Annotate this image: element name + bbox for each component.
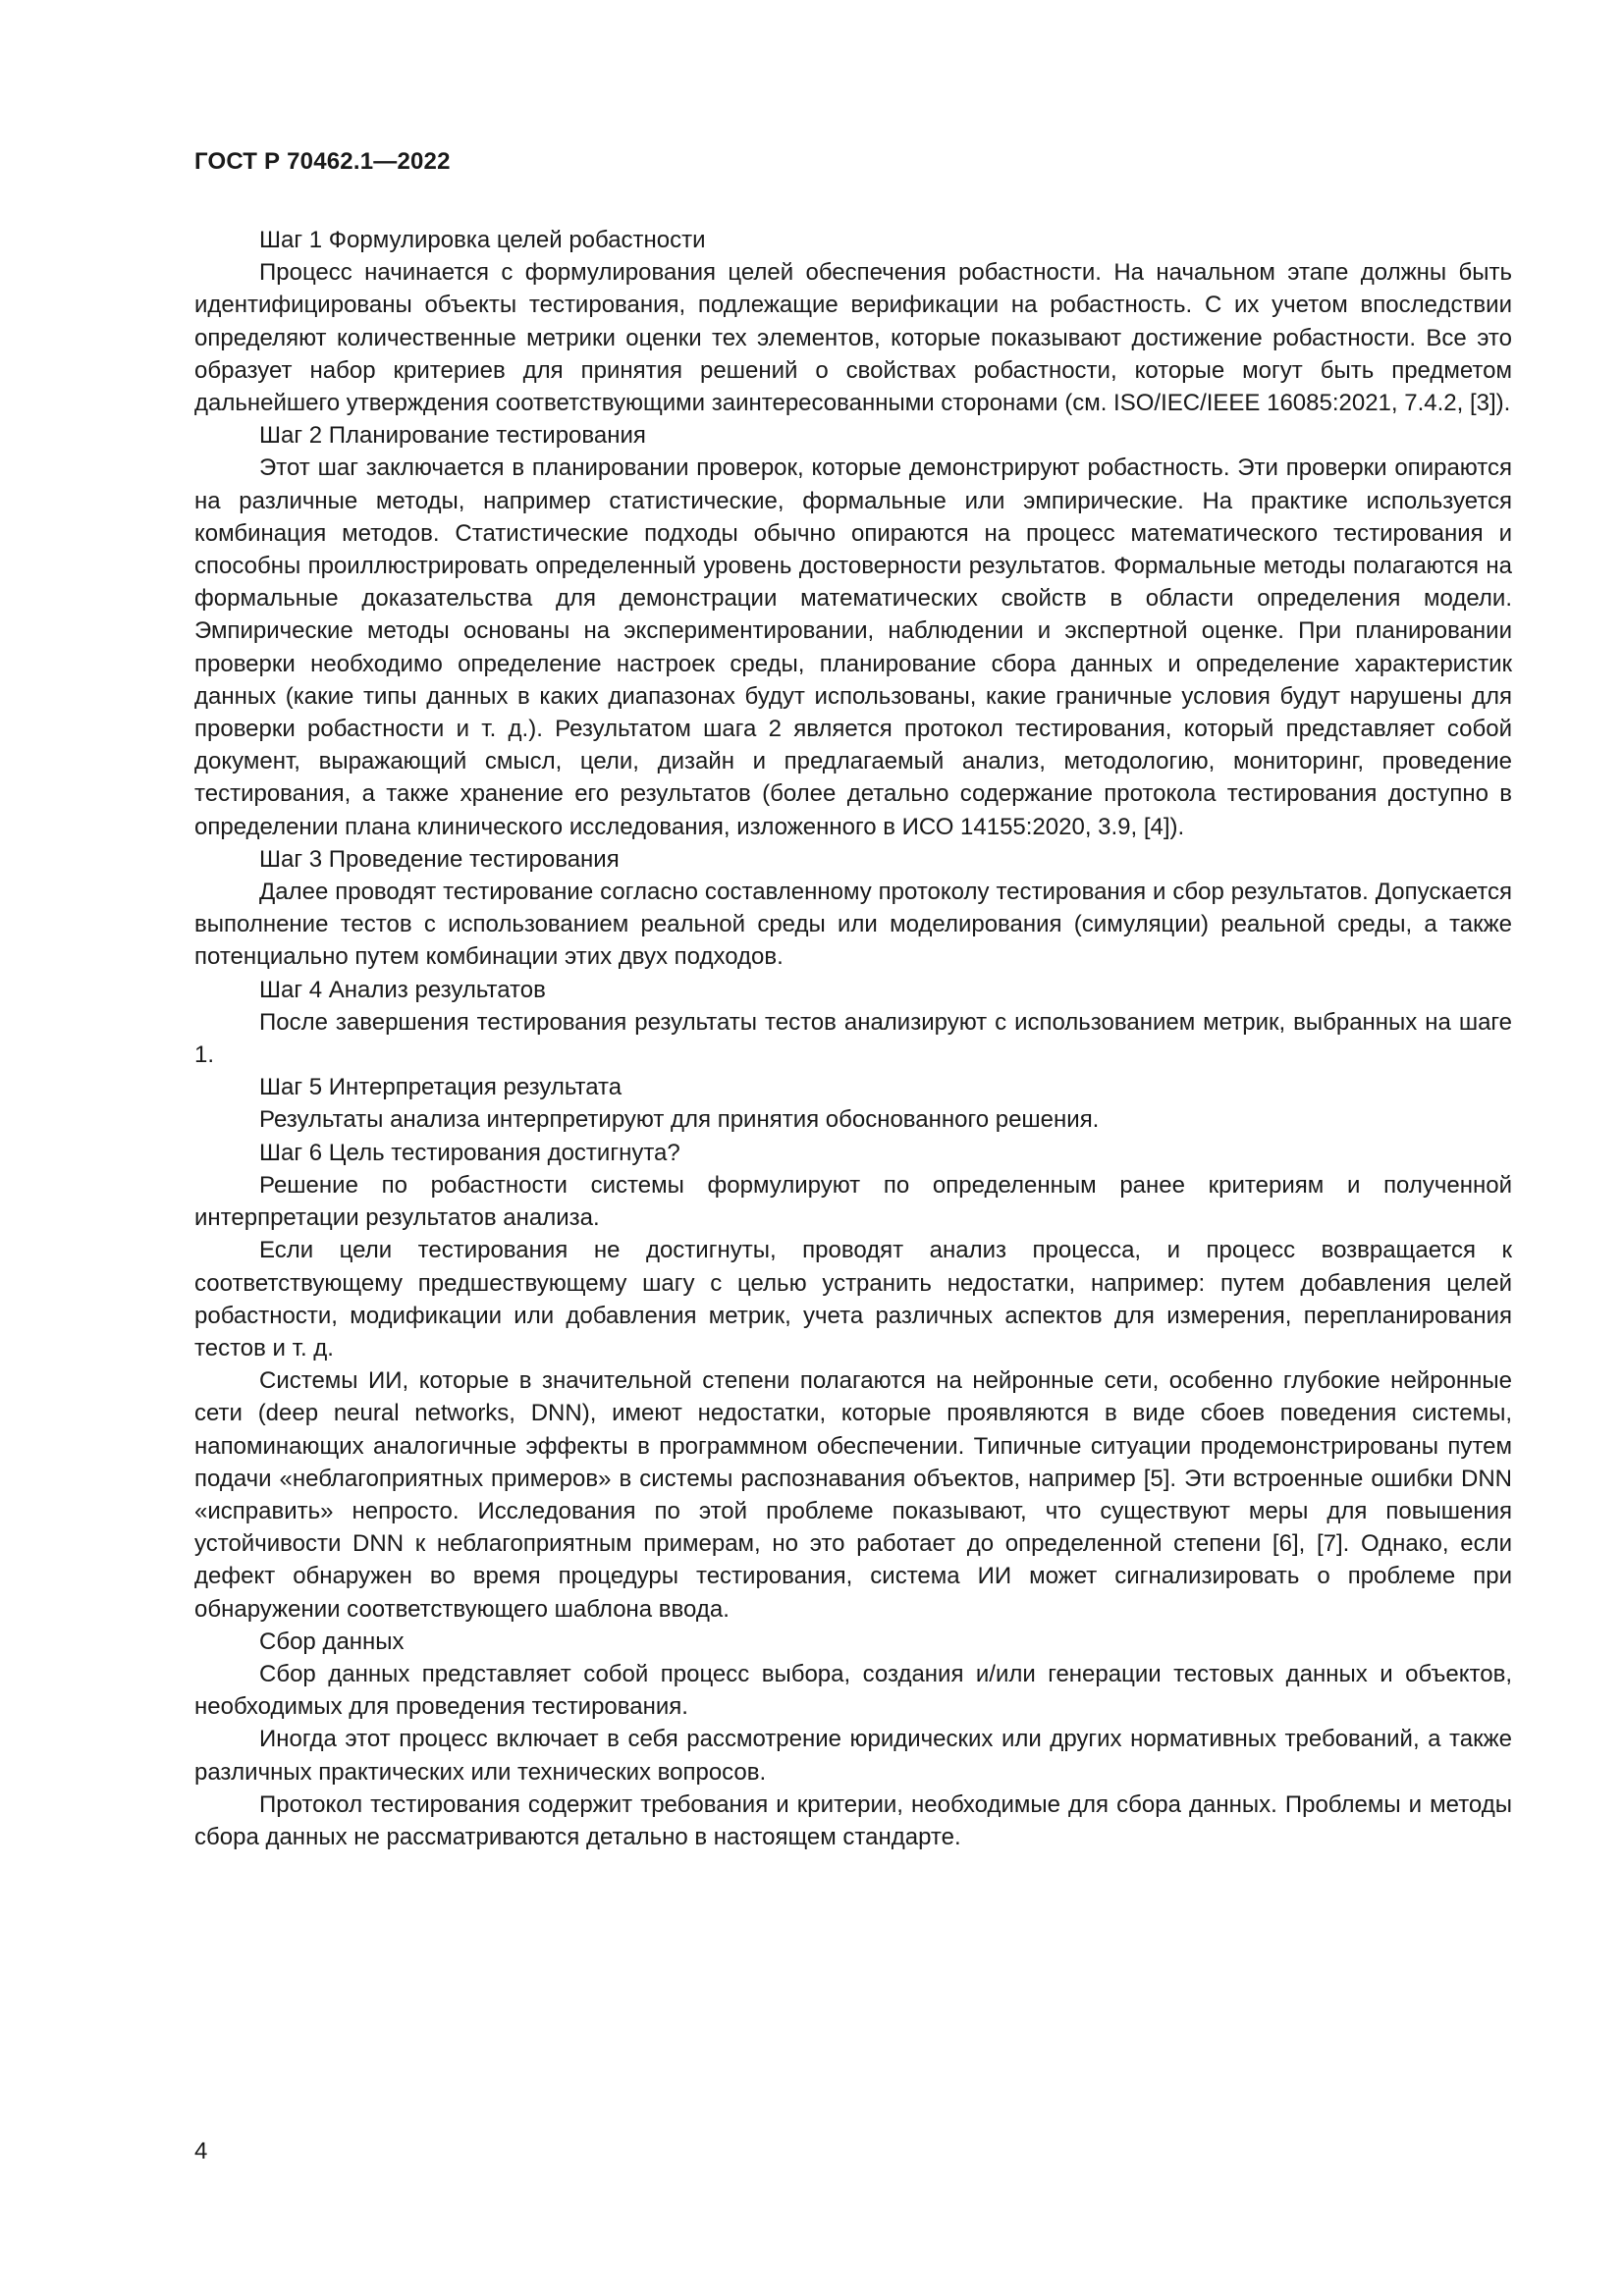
paragraph: Иногда этот процесс включает в себя рассмотрение юридических или других нормативных требований, а также различных практических или технических вопросов. <box>194 1726 1512 1786</box>
paragraph: Протокол тестирования содержит требования и критерии, необходимые для сбора данных. Проблемы и методы сбора данных не рассматриваются детально в настоящем стандарте. <box>194 1790 1512 1850</box>
paragraph: Решение по робастности системы формулируют по определенным ранее критериям и полученной интерпретации результатов анализа. <box>194 1171 1512 1232</box>
paragraph: Системы ИИ, которые в значительной степени полагаются на нейронные сети, особенно глубокие нейронные сети (deep neural networks, DNN), имеют недостатки, которые проявляются в виде сбоев поведения системы, напоминающих аналогичные эффекты в программном обеспечении. Типичные ситуации продемонстрированы путем подачи «неблагоприятных примеров» в системы распознавания объектов, например [5]. Эти встроенные ошибки DNN «исправить» непросто. Исследования по этой проблеме показывают, что существуют меры для повышения устойчивости DNN к неблагоприятным примерам, но это работает до определенной степени [6], [7]. Однако, если дефект обнаружен во время процедуры тестирования, система ИИ может сигнализировать о проблеме при обнаружении соответствующего шаблона ввода. <box>194 1367 1512 1623</box>
paragraph: Далее проводят тестирование согласно составленному протоколу тестирования и сбор результатов. Допускается выполнение тестов с использованием реальной среды или моделирования (симуляции) реальной среды, а также потенциально путем комбинации этих двух подходов. <box>194 879 1512 971</box>
document-code: ГОСТ Р 70462.1—2022 <box>194 148 451 175</box>
paragraph: Результаты анализа интерпретируют для принятия обоснованного решения. <box>259 1106 1100 1134</box>
section-heading: Шаг 2 Планирование тестирования <box>259 422 646 450</box>
paragraph: Этот шаг заключается в планировании проверок, которые демонстрируют робастность. Эти проверки опираются на различные методы, например статистические, формальные или эмпирические. На практике используется комбинация методов. Статистические подходы обычно опираются на процесс математического тестирования и способны проиллюстрировать определенный уровень достоверности результатов. Формальные методы полагаются на формальные доказательства для демонстрации математических свойств в области определения модели. Эмпирические методы основаны на экспериментировании, наблюдении и экспертной оценке. При планировании проверки необходимо определение настроек среды, планирование сбора данных и определение характеристик данных (какие типы данных в каких диапазонах будут использованы, какие граничные условия будут нарушены для проверки робастности и т. д.). Результатом шага 2 является протокол тестирования, который представляет собой документ, выражающий смысл, цели, дизайн и предлагаемый анализ, методологию, мониторинг, проведение тестирования, а также хранение его результатов (более детально содержание протокола тестирования доступно в определении плана клинического исследования, изложенного в ИСО 14155:2020, 3.9, [4]). <box>194 454 1512 840</box>
section-heading: Шаг 4 Анализ результатов <box>259 976 546 1003</box>
section-heading: Шаг 3 Проведение тестирования <box>259 845 620 873</box>
section-heading: Шаг 1 Формулировка целей робастности <box>259 227 706 253</box>
paragraph: Процесс начинается с формулирования целей обеспечения робастности. На начальном этапе должны быть идентифицированы объекты тестирования, подлежащие верификации на робастность. С их учетом впоследствии определяют количественные метрики оценки тех элементов, которые показывают достижение робастности. Все это образует набор критериев для принятия решений о свойствах робастности, которые могут быть предметом дальнейшего утверждения соответствующими заинтересованными сторонами (см. ISO/IEC/IEEE 16085:2021, 7.4.2, [3]). <box>194 259 1512 417</box>
paragraph: Если цели тестирования не достигнуты, проводят анализ процесса, и процесс возвращается к соответствующему предшествующему шагу с целью устранить недостатки, например: путем добавления целей робастности, модификации или добавления метрик, учета различных аспектов для измерения, перепланирования тестов и т. д. <box>194 1237 1512 1362</box>
section-heading: Шаг 6 Цель тестирования достигнута? <box>259 1139 680 1166</box>
section-heading: Сбор данных <box>259 1628 405 1655</box>
paragraph: Сбор данных представляет собой процесс выбора, создания и/или генерации тестовых данных и объектов, необходимых для проведения тестирования. <box>194 1660 1512 1721</box>
document-body <box>194 224 1512 1853</box>
section-heading: Шаг 5 Интерпретация результата <box>259 1074 623 1101</box>
paragraph: После завершения тестирования результаты тестов анализируют с использованием метрик, выбранных на шаге 1. <box>194 1008 1512 1069</box>
page-number: 4 <box>194 2138 208 2164</box>
